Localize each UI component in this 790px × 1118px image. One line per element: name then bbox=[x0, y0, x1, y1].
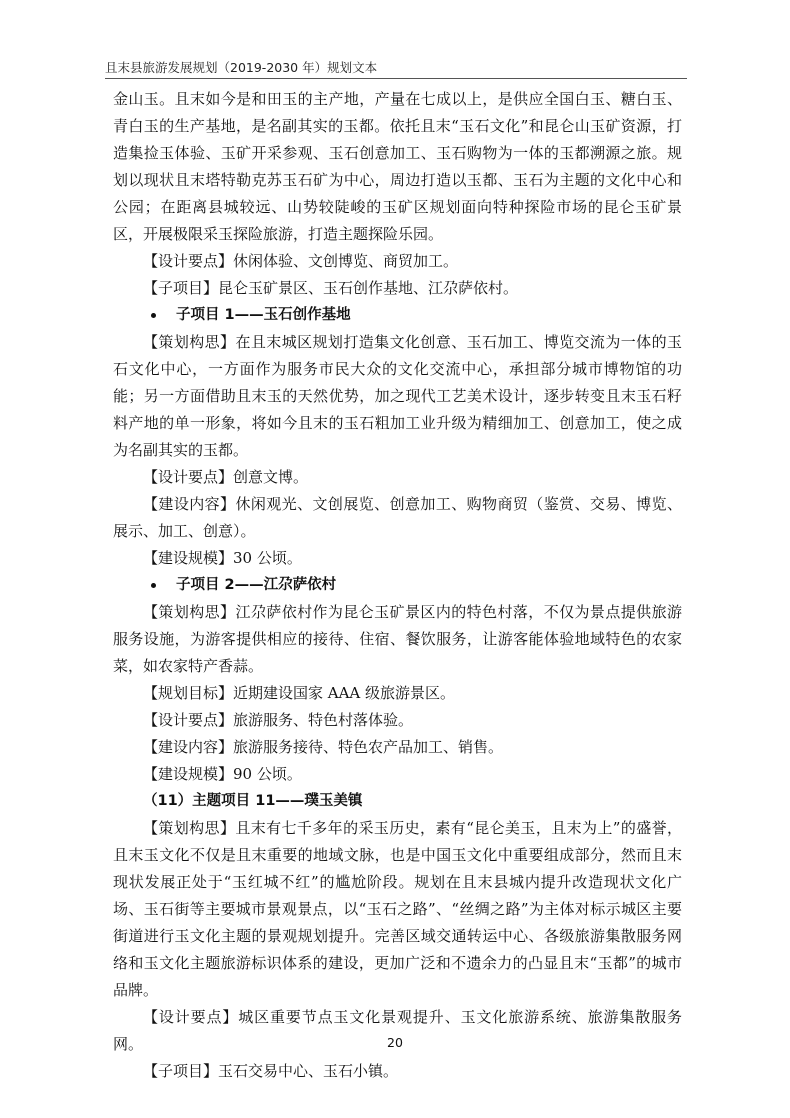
subproject-1-heading: 子项目 1——玉石创作基地 bbox=[176, 307, 351, 323]
paragraph-tp11-subprojects: 【子项目】玉石交易中心、玉石小镇。 bbox=[143, 1062, 399, 1080]
bullet-icon bbox=[151, 313, 156, 318]
paragraph-sp2-concept: 【策划构思】江尕萨依村作为昆仑玉矿景区内的特色村落，不仅为景点提供旅游服务设施，为游客提供相应的接待、住宿、餐饮服务，让游客能体验地域特色的农家菜，如农家特产香蒜。 bbox=[113, 603, 682, 675]
subproject-1-heading-row bbox=[113, 302, 682, 329]
paragraph-sp1-concept: 【策划构思】在且末城区规划打造集文化创意、玉石加工、博览交流为一体的玉石文化中心，一方面作为服务市民大众的文化交流中心，承担部分城市博物馆的功能；另一方面借助且末玉的天然优势，加之现代工艺美术设计，逐步转变且末玉石籽料产地的单一形象，将如今且末的玉石粗加工业升级为精细加工、创意加工，使之成为名副其实的玉都。 bbox=[113, 333, 682, 459]
paragraph-sp2-design: 【设计要点】旅游服务、特色村落体验。 bbox=[143, 711, 414, 729]
running-header: 且末县旅游发展规划（2019-2030 年）规划文本 bbox=[105, 60, 378, 75]
document-body bbox=[113, 86, 682, 1085]
paragraph-sp1-scale: 【建设规模】30 公顷。 bbox=[143, 549, 302, 567]
paragraph-sp1-content: 【建设内容】休闲观光、文创展览、创意加工、购物商贸（鉴赏、交易、博览、展示、加工、创意）。 bbox=[113, 495, 682, 540]
theme-project-11-heading: （11）主题项目 11——璞玉美镇 bbox=[143, 793, 363, 809]
header-divider bbox=[105, 78, 687, 79]
page-number: 20 bbox=[387, 1035, 403, 1050]
paragraph-tp11-design: 【设计要点】城区重要节点玉文化景观提升、玉文化旅游系统、旅游集散服务网。 bbox=[113, 1008, 682, 1053]
bullet-icon bbox=[151, 583, 156, 588]
paragraph-intro: 金山玉。且末如今是和田玉的主产地，产量在七成以上，是供应全国白玉、糖白玉、青白玉的生产基地，是名副其实的玉都。依托且末“玉石文化”和昆仑山玉矿资源，打造集捡玉体验、玉矿开采参观、玉石创意加工、玉石购物为一体的玉都溯源之旅。规划以现状且末塔特勒克苏玉石矿为中心，周边打造以玉都、玉石为主题的文化中心和公园；在距离县城较远、山势较陡峻的玉矿区规划面向特种探险市场的昆仑玉矿景区，开展极限采玉探险旅游，打造主题探险乐园。 bbox=[113, 90, 682, 243]
subproject-2-heading-row bbox=[113, 572, 682, 599]
paragraph-subprojects: 【子项目】昆仑玉矿景区、玉石创作基地、江尕萨依村。 bbox=[143, 279, 519, 297]
paragraph-design-points: 【设计要点】休闲体验、文创博览、商贸加工。 bbox=[143, 252, 459, 270]
paragraph-sp1-design: 【设计要点】创意文博。 bbox=[143, 468, 309, 486]
subproject-2-heading: 子项目 2——江尕萨依村 bbox=[176, 577, 337, 593]
paragraph-tp11-concept: 【策划构思】且末有七千多年的采玉历史，素有“昆仑美玉，且末为上”的盛誉，且末玉文化不仅是且末重要的地域文脉，也是中国玉文化中重要组成部分，然而且末现状发展正处于“玉红城不红”的尴尬阶段。规划在且末县城内提升改造现状文化广场、玉石街等主要城市景观景点，以“玉石之路”、“丝绸之路”为主体对标示城区主要街道进行玉文化主题的景观规划提升。完善区域交通转运中心、各级旅游集散服务网络和玉文化主题旅游标识体系的建设，更加广泛和不遗余力的凸显且末“玉都”的城市品牌。 bbox=[113, 819, 682, 999]
paragraph-sp2-goal: 【规划目标】近期建设国家 AAA 级旅游景区。 bbox=[143, 684, 456, 702]
paragraph-sp2-content: 【建设内容】旅游服务接待、特色农产品加工、销售。 bbox=[143, 738, 504, 756]
paragraph-sp2-scale: 【建设规模】90 公顷。 bbox=[143, 765, 302, 783]
